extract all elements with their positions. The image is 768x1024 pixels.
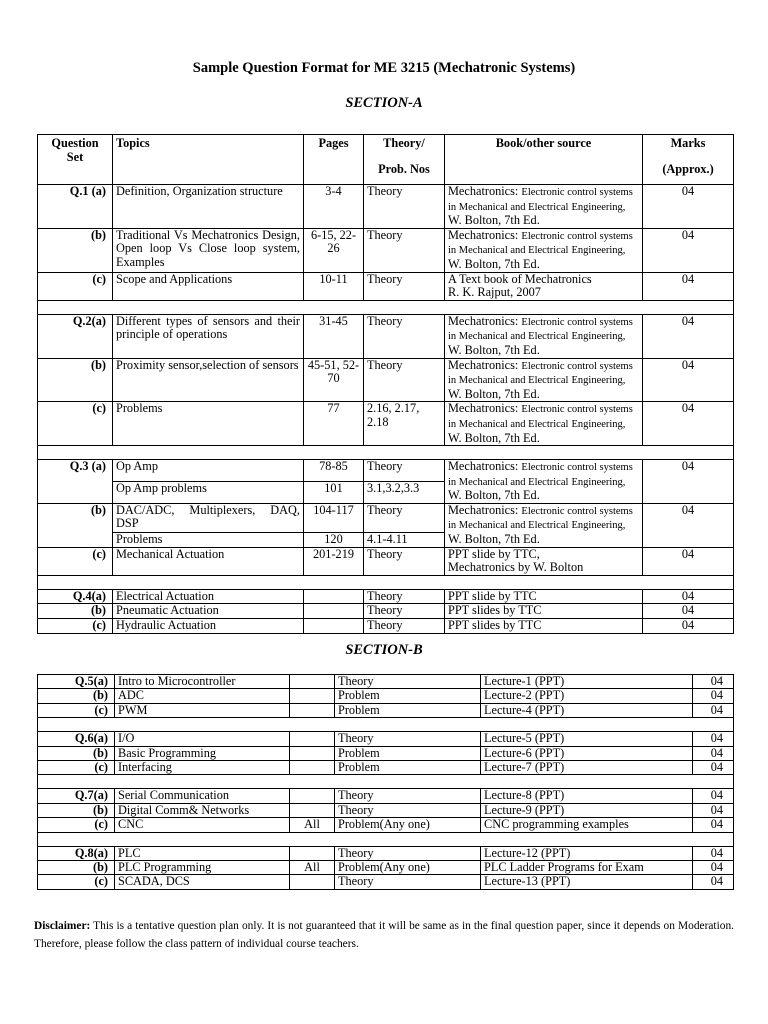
marks: 04: [693, 746, 734, 760]
table-row: [38, 358, 734, 402]
pages: [304, 619, 364, 634]
theory: Theory: [364, 314, 445, 358]
spacer-row: [38, 775, 734, 789]
source: Mechatronics: Electronic control systems in Mechanical and Electrical Engineering, W. Bolton, 7th Ed.: [445, 358, 643, 402]
pages: [290, 803, 335, 817]
pages: [304, 604, 364, 619]
marks: 04: [693, 803, 734, 817]
marks: 04: [643, 604, 734, 619]
section-a-table: [37, 134, 734, 634]
source: Lecture-5 (PPT): [481, 732, 693, 746]
source: Lecture-12 (PPT): [481, 846, 693, 860]
theory: Theory: [364, 604, 445, 619]
source: A Text book of Mechatronics R. K. Rajput, 2007: [445, 272, 643, 300]
source: Lecture-9 (PPT): [481, 803, 693, 817]
marks: 04: [643, 589, 734, 604]
disclaimer-text: This is a tentative question plan only. It is not guaranteed that it will be same as in the final question paper, since it depends on Moderation. Therefore, please follow the class pattern of individual course teachers.: [34, 920, 734, 950]
question-type: Theory: [335, 732, 481, 746]
pages: [290, 761, 335, 775]
table-row: [38, 675, 734, 689]
spacer-row: [38, 446, 734, 460]
topic: Serial Communication: [115, 789, 290, 803]
pages: [304, 589, 364, 604]
topic: Hydraulic Actuation: [113, 619, 304, 634]
theory: Theory: [364, 358, 445, 402]
pages: All: [290, 861, 335, 875]
pages: 3-4: [304, 185, 364, 229]
table-row: [38, 818, 734, 832]
table-row: [38, 604, 734, 619]
source: PPT slide by TTC, Mechatronics by W. Bolton: [445, 547, 643, 575]
source: Mechatronics: Electronic control systems in Mechanical and Electrical Engineering, W. Bolton, 7th Ed.: [445, 503, 643, 547]
pages: All: [290, 818, 335, 832]
table-row: [38, 689, 734, 703]
topic: Op Amp: [113, 460, 304, 482]
pages: 10-11: [304, 272, 364, 300]
header-theory: Theory/ Prob. Nos: [364, 135, 445, 185]
topic: Mechanical Actuation: [113, 547, 304, 575]
marks: 04: [693, 846, 734, 860]
question-type: Problem: [335, 746, 481, 760]
question-type: Problem: [335, 761, 481, 775]
source: Lecture-2 (PPT): [481, 689, 693, 703]
source: Mechatronics: Electronic control systems in Mechanical and Electrical Engineering, W. Bolton, 7th Ed.: [445, 228, 643, 272]
marks: 04: [693, 789, 734, 803]
question-type: Theory: [335, 675, 481, 689]
question-label: (c): [38, 619, 113, 634]
table-row: [38, 547, 734, 575]
source: Mechatronics: Electronic control systems in Mechanical and Electrical Engineering, W. Bolton, 7th Ed.: [445, 460, 643, 504]
question-type: Problem(Any one): [335, 818, 481, 832]
theory: Theory: [364, 589, 445, 604]
table-row: [38, 619, 734, 634]
theory: Theory: [364, 503, 445, 532]
theory: Theory: [364, 272, 445, 300]
topic: I/O: [115, 732, 290, 746]
topic: ADC: [115, 689, 290, 703]
topic: PLC: [115, 846, 290, 860]
question-type: Problem(Any one): [335, 861, 481, 875]
source: Mechatronics: Electronic control systems in Mechanical and Electrical Engineering, W. Bolton, 7th Ed.: [445, 185, 643, 229]
source: PPT slides by TTC: [445, 619, 643, 634]
question-label: (b): [38, 358, 113, 402]
source: Mechatronics: Electronic control systems in Mechanical and Electrical Engineering, W. Bolton, 7th Ed.: [445, 402, 643, 446]
marks: 04: [643, 228, 734, 272]
header-source: Book/other source: [445, 135, 643, 185]
marks: 04: [693, 761, 734, 775]
question-label: (b): [38, 689, 115, 703]
source: Lecture-13 (PPT): [481, 875, 693, 889]
source: Mechatronics: Electronic control systems in Mechanical and Electrical Engineering, W. Bolton, 7th Ed.: [445, 314, 643, 358]
table-row: [38, 503, 734, 532]
spacer-row: [38, 300, 734, 314]
question-label: (b): [38, 503, 113, 547]
question-type: Problem: [335, 703, 481, 717]
disclaimer: [34, 917, 734, 953]
source: PLC Ladder Programs for Exam: [481, 861, 693, 875]
topic: Problems: [113, 402, 304, 446]
question-label: (c): [38, 402, 113, 446]
question-label: (c): [38, 272, 113, 300]
marks: 04: [693, 732, 734, 746]
source: CNC programming examples: [481, 818, 693, 832]
question-label: (c): [38, 818, 115, 832]
document-title: Sample Question Format for ME 3215 (Mechatronic Systems): [192, 60, 576, 76]
pages: [290, 732, 335, 746]
pages: [290, 703, 335, 717]
table-row: [38, 272, 734, 300]
question-label: Q.1 (a): [38, 185, 113, 229]
source: Lecture-7 (PPT): [481, 761, 693, 775]
marks: 04: [643, 358, 734, 402]
marks: 04: [643, 460, 734, 504]
table-row: [38, 732, 734, 746]
marks: 04: [643, 619, 734, 634]
theory: Theory: [364, 185, 445, 229]
table-row: [38, 875, 734, 889]
marks: 04: [643, 547, 734, 575]
source: Lecture-6 (PPT): [481, 746, 693, 760]
question-type: Theory: [335, 875, 481, 889]
topic: Proximity sensor,selection of sensors: [113, 358, 304, 402]
header-row: [38, 135, 734, 185]
spacer-row: [38, 832, 734, 846]
topic: Problems: [113, 532, 304, 547]
theory: 2.16, 2.17, 2.18: [364, 402, 445, 446]
source: Lecture-1 (PPT): [481, 675, 693, 689]
table-row: [38, 703, 734, 717]
topic: Digital Comm& Networks: [115, 803, 290, 817]
pages: [290, 846, 335, 860]
header-marks: Marks (Approx.): [643, 135, 734, 185]
marks: 04: [693, 861, 734, 875]
theory: 4.1-4.11: [364, 532, 445, 547]
question-label: (c): [38, 547, 113, 575]
question-type: Problem: [335, 689, 481, 703]
pages: 6-15, 22-26: [304, 228, 364, 272]
source: Lecture-4 (PPT): [481, 703, 693, 717]
topic: SCADA, DCS: [115, 875, 290, 889]
marks: 04: [643, 314, 734, 358]
question-label: Q.3 (a): [38, 460, 113, 504]
question-label: (b): [38, 803, 115, 817]
marks: 04: [643, 503, 734, 547]
spacer-row: [38, 575, 734, 589]
pages: 201-219: [304, 547, 364, 575]
topic: Intro to Microcontroller: [115, 675, 290, 689]
topic: Op Amp problems: [113, 481, 304, 503]
topic: Basic Programming: [115, 746, 290, 760]
pages: [290, 789, 335, 803]
question-label: Q.6(a): [38, 732, 115, 746]
marks: 04: [693, 875, 734, 889]
table-row: [38, 460, 734, 482]
topic: Interfacing: [115, 761, 290, 775]
table-row: [38, 228, 734, 272]
theory: Theory: [364, 228, 445, 272]
topic: DAC/ADC, Multiplexers, DAQ, DSP: [113, 503, 304, 532]
header-topics: Topics: [113, 135, 304, 185]
marks: 04: [643, 402, 734, 446]
topic: PLC Programming: [115, 861, 290, 875]
table-row: [38, 789, 734, 803]
header-pages: Pages: [304, 135, 364, 185]
question-label: (c): [38, 703, 115, 717]
question-label: (b): [38, 604, 113, 619]
question-type: Theory: [335, 803, 481, 817]
section-b-table: [37, 674, 734, 890]
theory: Theory: [364, 619, 445, 634]
table-row: [38, 314, 734, 358]
table-row: [38, 803, 734, 817]
theory: Theory: [364, 547, 445, 575]
table-row: [38, 185, 734, 229]
table-row: [38, 761, 734, 775]
theory: Theory: [364, 460, 445, 482]
pages: 120: [304, 532, 364, 547]
topic: PWM: [115, 703, 290, 717]
pages: 77: [304, 402, 364, 446]
table-row: [38, 861, 734, 875]
topic: Electrical Actuation: [113, 589, 304, 604]
source: PPT slide by TTC: [445, 589, 643, 604]
pages: 45-51, 52-70: [304, 358, 364, 402]
pages: [290, 746, 335, 760]
marks: 04: [693, 818, 734, 832]
pages: [290, 875, 335, 889]
pages: 101: [304, 481, 364, 503]
pages: 31-45: [304, 314, 364, 358]
pages: 104-117: [304, 503, 364, 532]
marks: 04: [693, 675, 734, 689]
topic: Different types of sensors and their principle of operations: [113, 314, 304, 358]
question-label: Q.4(a): [38, 589, 113, 604]
source: Lecture-8 (PPT): [481, 789, 693, 803]
spacer-row: [38, 718, 734, 732]
question-label: Q.7(a): [38, 789, 115, 803]
pages: 78-85: [304, 460, 364, 482]
topic: Scope and Applications: [113, 272, 304, 300]
question-type: Theory: [335, 789, 481, 803]
header-question-set: Question Set: [38, 135, 113, 185]
marks: 04: [643, 272, 734, 300]
question-label: (c): [38, 875, 115, 889]
question-type: Theory: [335, 846, 481, 860]
section-b-heading: SECTION-B: [345, 642, 423, 658]
topic: Traditional Vs Mechatronics Design, Open loop Vs Close loop system, Examples: [113, 228, 304, 272]
source: PPT slides by TTC: [445, 604, 643, 619]
pages: [290, 675, 335, 689]
pages: [290, 689, 335, 703]
question-label: (b): [38, 228, 113, 272]
question-label: (c): [38, 761, 115, 775]
question-label: Q.5(a): [38, 675, 115, 689]
question-label: Q.8(a): [38, 846, 115, 860]
marks: 04: [643, 185, 734, 229]
topic: Pneumatic Actuation: [113, 604, 304, 619]
table-row: [38, 589, 734, 604]
question-label: (b): [38, 746, 115, 760]
table-row: [38, 846, 734, 860]
topic: Definition, Organization structure: [113, 185, 304, 229]
topic: CNC: [115, 818, 290, 832]
table-row: [38, 402, 734, 446]
marks: 04: [693, 703, 734, 717]
table-row: [38, 746, 734, 760]
question-label: Q.2(a): [38, 314, 113, 358]
disclaimer-label: Disclaimer:: [34, 920, 91, 932]
theory: 3.1,3.2,3.3: [364, 481, 445, 503]
section-a-heading: SECTION-A: [345, 95, 423, 111]
question-label: (b): [38, 861, 115, 875]
marks: 04: [693, 689, 734, 703]
